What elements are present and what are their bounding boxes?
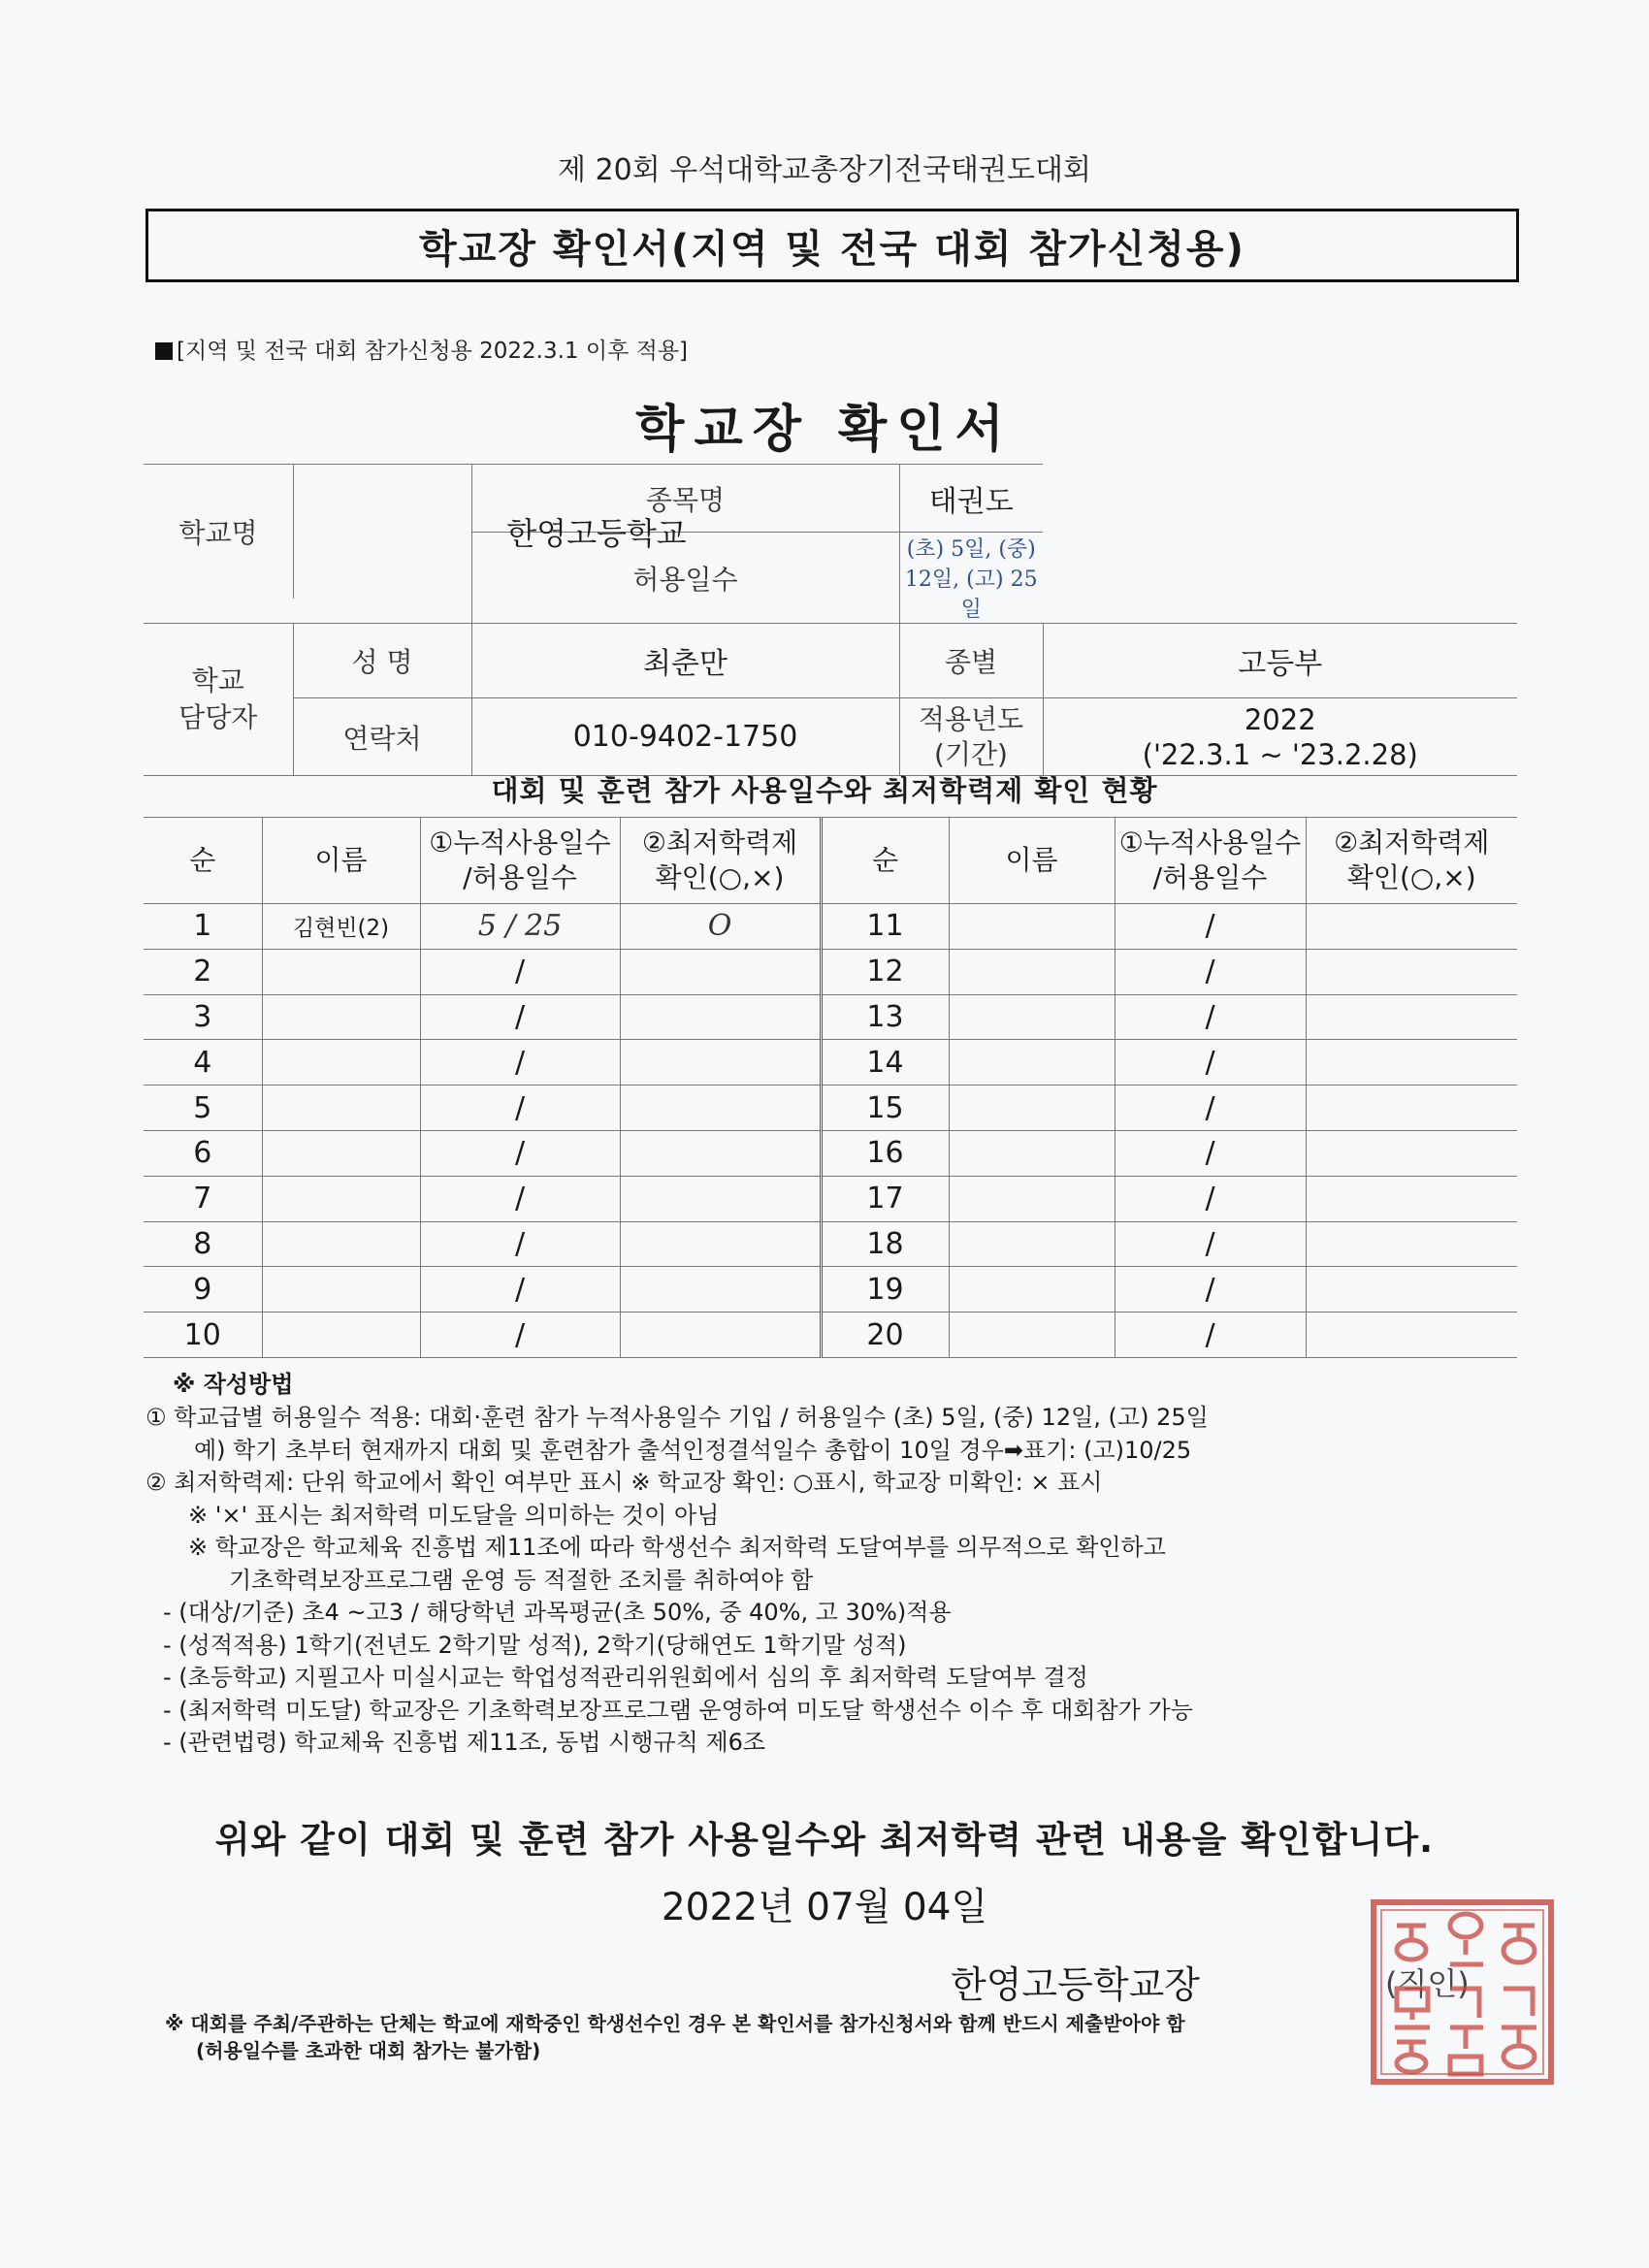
header-no-right: 순 [821,818,949,904]
row-check [620,1267,821,1312]
row-check [620,1040,821,1085]
row-no: 9 [144,1267,262,1312]
header-days-left-1: ①누적사용일수 [429,826,611,859]
row-no: 17 [821,1176,949,1221]
roster-table [144,817,1517,1358]
row-days: / [1115,904,1306,950]
row-days: / [420,1085,620,1131]
header-name-right: 이름 [949,818,1115,904]
roster-row [144,904,1517,950]
row-no: 13 [821,994,949,1040]
row-name [949,1176,1115,1221]
contact-label: 연락처 [293,698,471,776]
roster-row [144,1040,1517,1085]
row-check [620,994,821,1040]
row-no: 6 [144,1130,262,1176]
row-name [262,994,420,1040]
row-check [1306,949,1517,994]
method-line: - (대상/기준) 초4 ~고3 / 해당학년 과목평균(초 50%, 중 40%, 고 30%)적용 [163,1599,952,1626]
header-no-left: 순 [144,818,262,904]
row-check [620,1312,821,1358]
row-name [949,1312,1115,1358]
header-days-right-2: /허용일수 [1152,861,1268,893]
row-days: / [420,1312,620,1358]
row-check [1306,904,1517,950]
contact-value: 010-9402-1750 [471,698,899,776]
header-check-left-1: ②최저학력제 [641,826,798,859]
row-check [620,1130,821,1176]
roster-row [144,1085,1517,1131]
method-line: ① 학교급별 허용일수 적용: 대회·훈련 참가 누적사용일수 기입 / 허용일수 (초) 5일, (중) 12일, (고) 25일 [146,1404,1209,1431]
main-heading: 학교장 확인서 [635,401,1014,459]
row-days: / [1115,1085,1306,1131]
manager-label-1: 학교 [191,664,244,697]
scope-note [155,333,688,365]
row-name [949,1267,1115,1312]
section-heading: 대회 및 훈련 참가 사용일수와 최저학력제 확인 현황 [491,774,1158,807]
roster-row [144,1130,1517,1176]
row-check [620,949,821,994]
method-line: - (최저학력 미도달) 학교장은 기초학력보장프로그램 운영하여 미도달 학생선수 이수 후 대회참가 가능 [163,1696,1193,1724]
school-label: 학교명 [178,516,258,549]
row-no: 12 [821,949,949,994]
row-name [262,949,420,994]
manager-label-cell [144,624,293,776]
row-name [262,1040,420,1085]
row-name: 김현빈(2) [262,904,420,950]
method-line: - (초등학교) 지필고사 미실시교는 학업성적관리위원회에서 심의 후 최저학력 도달여부 결정 [163,1664,1088,1691]
row-days: / [1115,1130,1306,1176]
scope-note-text: [지역 및 전국 대회 참가신청용 2022.3.1 이후 적용] [177,339,689,364]
roster-row [144,994,1517,1040]
roster-row [144,1221,1517,1267]
row-name [262,1267,420,1312]
row-name [949,1221,1115,1267]
row-name [262,1130,420,1176]
sport-value: 태권도 [899,465,1043,533]
year-cell [1043,698,1517,776]
header-check-right-2: 확인(○,×) [1346,861,1476,893]
row-days: / [420,994,620,1040]
row-days: / [420,1267,620,1312]
row-check [1306,1176,1517,1221]
row-days: / [420,1176,620,1221]
row-check [1306,1312,1517,1358]
footnote [165,2010,1185,2064]
footnote-line-2: (허용일수를 초과한 대회 참가는 불가함) [196,2039,541,2062]
row-days: / [1115,1267,1306,1312]
row-check [1306,994,1517,1040]
division-label: 종별 [899,624,1043,698]
footnote-line-1: ※ 대회를 주최/주관하는 단체는 학교에 재학중인 학생선수인 경우 본 확인서를 참가신청서와 함께 반드시 제출받아야 함 [165,2012,1185,2035]
method-line: - (관련법령) 학교체육 진흥법 제11조, 동법 시행규칙 제6조 [163,1729,766,1756]
seal-note: (직인) [1385,1965,1470,2002]
row-no: 4 [144,1040,262,1085]
official-seal-stamp [1368,1896,1557,2088]
year-label-cell [899,698,1043,776]
confirmation-statement: 위와 같이 대회 및 훈련 참가 사용일수와 최저학력 관련 내용을 확인합니다. [214,1819,1435,1861]
row-no: 11 [821,904,949,950]
form-title: 학교장 확인서(지역 및 전국 대회 참가신청용) [419,226,1245,272]
division-value: 고등부 [1043,624,1517,698]
row-name [262,1221,420,1267]
row-check [1306,1085,1517,1131]
row-days: / [1115,1221,1306,1267]
square-bullet-icon [155,342,173,360]
row-name [262,1312,420,1358]
row-name [949,949,1115,994]
row-check [1306,1130,1517,1176]
row-no: 2 [144,949,262,994]
row-check [1306,1267,1517,1312]
header-days-right [1115,818,1306,904]
roster-row [144,1176,1517,1221]
row-check [620,1176,821,1221]
method-title: ※ 작성방법 [173,1371,294,1398]
row-check [1306,1221,1517,1267]
row-days: / [1115,1176,1306,1221]
method-line: ※ 학교장은 학교체육 진흥법 제11조에 따라 학생선수 최저학력 도달여부를 의무적으로 확인하고 [188,1534,1166,1561]
manager-label-2: 담당자 [178,701,258,733]
row-name [262,1176,420,1221]
row-days: / [1115,1040,1306,1085]
row-days: 5 / 25 [420,904,620,950]
row-days: / [420,1221,620,1267]
method-line: 기초학력보장프로그램 운영 등 적절한 조치를 취하여야 함 [229,1566,814,1594]
row-check: O [620,904,821,950]
row-days: / [420,1040,620,1085]
method-line: ※ '×' 표시는 최저학력 미도달을 의미하는 것이 아님 [188,1501,720,1529]
row-days: / [420,1130,620,1176]
school-name: 한영고등학교 [293,464,899,599]
manager-name: 최춘만 [471,624,899,698]
header-check-right [1306,818,1517,904]
row-no: 8 [144,1221,262,1267]
roster-body [144,904,1517,1358]
allowed-days-value: (초) 5일, (중) 12일, (고) 25일 [899,533,1043,624]
row-days: / [1115,1312,1306,1358]
row-no: 15 [821,1085,949,1131]
form-title-box [146,209,1519,282]
header-days-right-1: ①누적사용일수 [1118,826,1302,859]
header-check-left [620,818,821,904]
row-days: / [420,949,620,994]
row-name [949,1130,1115,1176]
row-name [949,994,1115,1040]
row-check [620,1085,821,1131]
row-days: / [1115,949,1306,994]
header-days-left-2: /허용일수 [463,861,577,893]
roster-row [144,949,1517,994]
period-value: ('22.3.1 ~ '23.2.28) [1142,737,1418,771]
row-days: / [1115,994,1306,1040]
row-no: 3 [144,994,262,1040]
row-no: 18 [821,1221,949,1267]
method-line: ② 최저학력제: 단위 학교에서 확인 여부만 표시 ※ 학교장 확인: ○표시, 학교장 미확인: × 표시 [146,1469,1103,1496]
sport-label: 종목명 [471,465,899,533]
name-label: 성 명 [293,624,471,698]
row-check [620,1221,821,1267]
header-check-right-1: ②최저학력제 [1334,826,1490,859]
row-no: 1 [144,904,262,950]
row-no: 19 [821,1267,949,1312]
method-list [146,1402,1523,1760]
row-no: 16 [821,1130,949,1176]
row-no: 20 [821,1312,949,1358]
method-line: 예) 학기 초부터 현재까지 대회 및 훈련참가 출석인정결석일수 총합이 10일 경우➡표기: (고)10/25 [194,1436,1192,1464]
year-value: 2022 [1244,702,1316,736]
row-name [949,904,1115,950]
roster-row [144,1312,1517,1358]
issue-date: 2022년 07월 04일 [661,1886,988,1929]
principal-title: 한영고등학교장 [951,1963,1200,2006]
row-no: 14 [821,1040,949,1085]
event-title: 제 20회 우석대학교총장기전국태권도대회 [558,153,1091,187]
row-name [949,1085,1115,1131]
allowed-days-label: 허용일수 [471,533,899,624]
year-label-2: (기간) [934,737,1008,770]
header-check-left-2: 확인(○,×) [655,861,785,893]
row-no: 10 [144,1312,262,1358]
row-check [1306,1040,1517,1085]
row-name [949,1040,1115,1085]
row-no: 5 [144,1085,262,1131]
year-label-1: 적용년도 [918,702,1024,735]
row-name [262,1085,420,1131]
roster-row [144,1267,1517,1312]
header-name-left: 이름 [262,818,420,904]
header-days-left [420,818,620,904]
method-line: - (성적적용) 1학기(전년도 2학기말 성적), 2학기(당해연도 1학기말 성적) [163,1631,907,1659]
row-no: 7 [144,1176,262,1221]
